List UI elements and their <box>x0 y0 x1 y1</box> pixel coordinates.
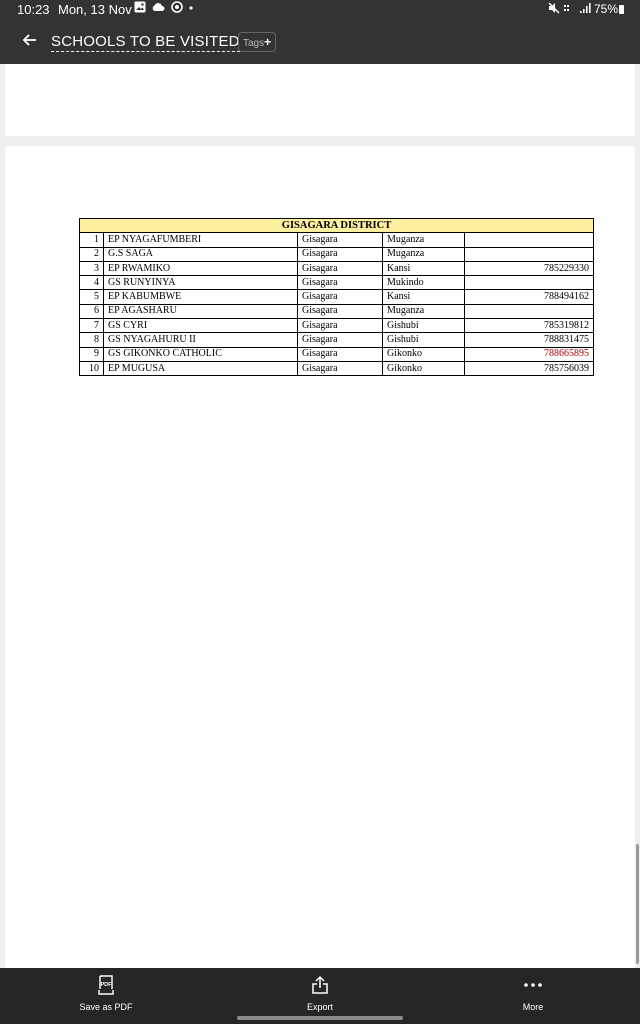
dot-icon <box>188 1 194 13</box>
table-row <box>80 290 594 304</box>
table-row <box>80 319 594 333</box>
sector-name: Muganza <box>383 233 465 247</box>
more-label: More <box>522 1002 544 1012</box>
tags-label: Tags <box>243 38 265 49</box>
table-row <box>80 276 594 290</box>
row-number: 10 <box>80 361 104 375</box>
row-number: 9 <box>80 347 104 361</box>
school-name: EP RWAMIKO <box>104 261 298 275</box>
document-viewer[interactable] <box>0 64 640 968</box>
sync-icon <box>171 1 183 13</box>
more-dots-icon <box>523 982 543 988</box>
document-page <box>5 146 635 968</box>
row-number: 8 <box>80 333 104 347</box>
district-name: Gisagara <box>298 333 383 347</box>
table-row <box>80 333 594 347</box>
district-name: Gisagara <box>298 319 383 333</box>
battery-icon <box>619 5 624 14</box>
row-number: 6 <box>80 304 104 318</box>
row-number: 7 <box>80 319 104 333</box>
phone-number <box>465 247 594 261</box>
status-date: Mon, 13 Nov <box>58 2 132 17</box>
image-icon <box>134 1 146 13</box>
school-name: EP KABUMBWE <box>104 290 298 304</box>
phone-number: 788831475 <box>465 333 594 347</box>
phone-number: 785756039 <box>465 361 594 375</box>
school-name: GS GIKONKO CATHOLIC <box>104 347 298 361</box>
district-name: Gisagara <box>298 261 383 275</box>
sector-name: Gikonko <box>383 347 465 361</box>
schools-table <box>79 218 594 376</box>
share-icon <box>311 975 329 995</box>
sector-name: Gishubi <box>383 333 465 347</box>
tags-button[interactable] <box>238 32 276 52</box>
sector-name: Mukindo <box>383 276 465 290</box>
row-number: 3 <box>80 261 104 275</box>
table-row <box>80 304 594 318</box>
export-button[interactable] <box>275 974 365 1012</box>
plus-icon: + <box>264 35 272 49</box>
more-button[interactable] <box>488 974 578 1012</box>
wifi-icon <box>563 2 575 14</box>
table-row <box>80 233 594 247</box>
back-arrow-icon[interactable] <box>20 30 40 50</box>
school-name: EP MUGUSA <box>104 361 298 375</box>
phone-number: 788665895 <box>465 347 594 361</box>
sector-name: Gikonko <box>383 361 465 375</box>
app-bar <box>0 20 640 64</box>
table-header-row <box>80 219 594 233</box>
cloud-icon <box>151 1 165 13</box>
sector-name: Muganza <box>383 247 465 261</box>
navigation-handle[interactable] <box>237 1016 403 1020</box>
phone-number: 785319812 <box>465 319 594 333</box>
phone-number <box>465 276 594 290</box>
district-name: Gisagara <box>298 247 383 261</box>
notification-icons <box>134 1 194 15</box>
phone-number: 788494162 <box>465 290 594 304</box>
district-header: GISAGARA DISTRICT <box>80 219 594 233</box>
signal-icon <box>579 2 591 14</box>
district-name: Gisagara <box>298 290 383 304</box>
district-name: Gisagara <box>298 276 383 290</box>
sector-name: Kansi <box>383 290 465 304</box>
pdf-icon-text: PDF <box>100 982 112 988</box>
table-row <box>80 347 594 361</box>
phone-number <box>465 233 594 247</box>
page-title[interactable]: SCHOOLS TO BE VISITED <box>51 33 240 50</box>
school-name: GS NYAGAHURU II <box>104 333 298 347</box>
school-name: G.S SAGA <box>104 247 298 261</box>
school-name: EP NYAGAFUMBERI <box>104 233 298 247</box>
row-number: 1 <box>80 233 104 247</box>
district-name: Gisagara <box>298 347 383 361</box>
mute-icon <box>548 2 560 14</box>
battery-percent: 75% <box>593 2 618 16</box>
save-as-pdf-button[interactable] <box>61 974 151 1012</box>
save-as-pdf-label: Save as PDF <box>79 1002 133 1012</box>
district-name: Gisagara <box>298 361 383 375</box>
row-number: 5 <box>80 290 104 304</box>
district-name: Gisagara <box>298 304 383 318</box>
table-row <box>80 247 594 261</box>
row-number: 2 <box>80 247 104 261</box>
sector-name: Gishubi <box>383 319 465 333</box>
pdf-icon <box>98 975 114 995</box>
table-row <box>80 361 594 375</box>
export-label: Export <box>306 1002 333 1012</box>
scrollbar[interactable] <box>636 844 639 964</box>
sector-name: Muganza <box>383 304 465 318</box>
phone-number <box>465 304 594 318</box>
table-row <box>80 261 594 275</box>
sector-name: Kansi <box>383 261 465 275</box>
school-name: EP AGASHARU <box>104 304 298 318</box>
status-time: 10:23 <box>17 2 50 17</box>
status-bar <box>0 0 640 20</box>
school-name: GS CYRI <box>104 319 298 333</box>
status-right <box>548 2 618 16</box>
row-number: 4 <box>80 276 104 290</box>
document-page <box>5 64 635 136</box>
school-name: GS RUNYINYA <box>104 276 298 290</box>
phone-number: 785229330 <box>465 261 594 275</box>
district-name: Gisagara <box>298 233 383 247</box>
